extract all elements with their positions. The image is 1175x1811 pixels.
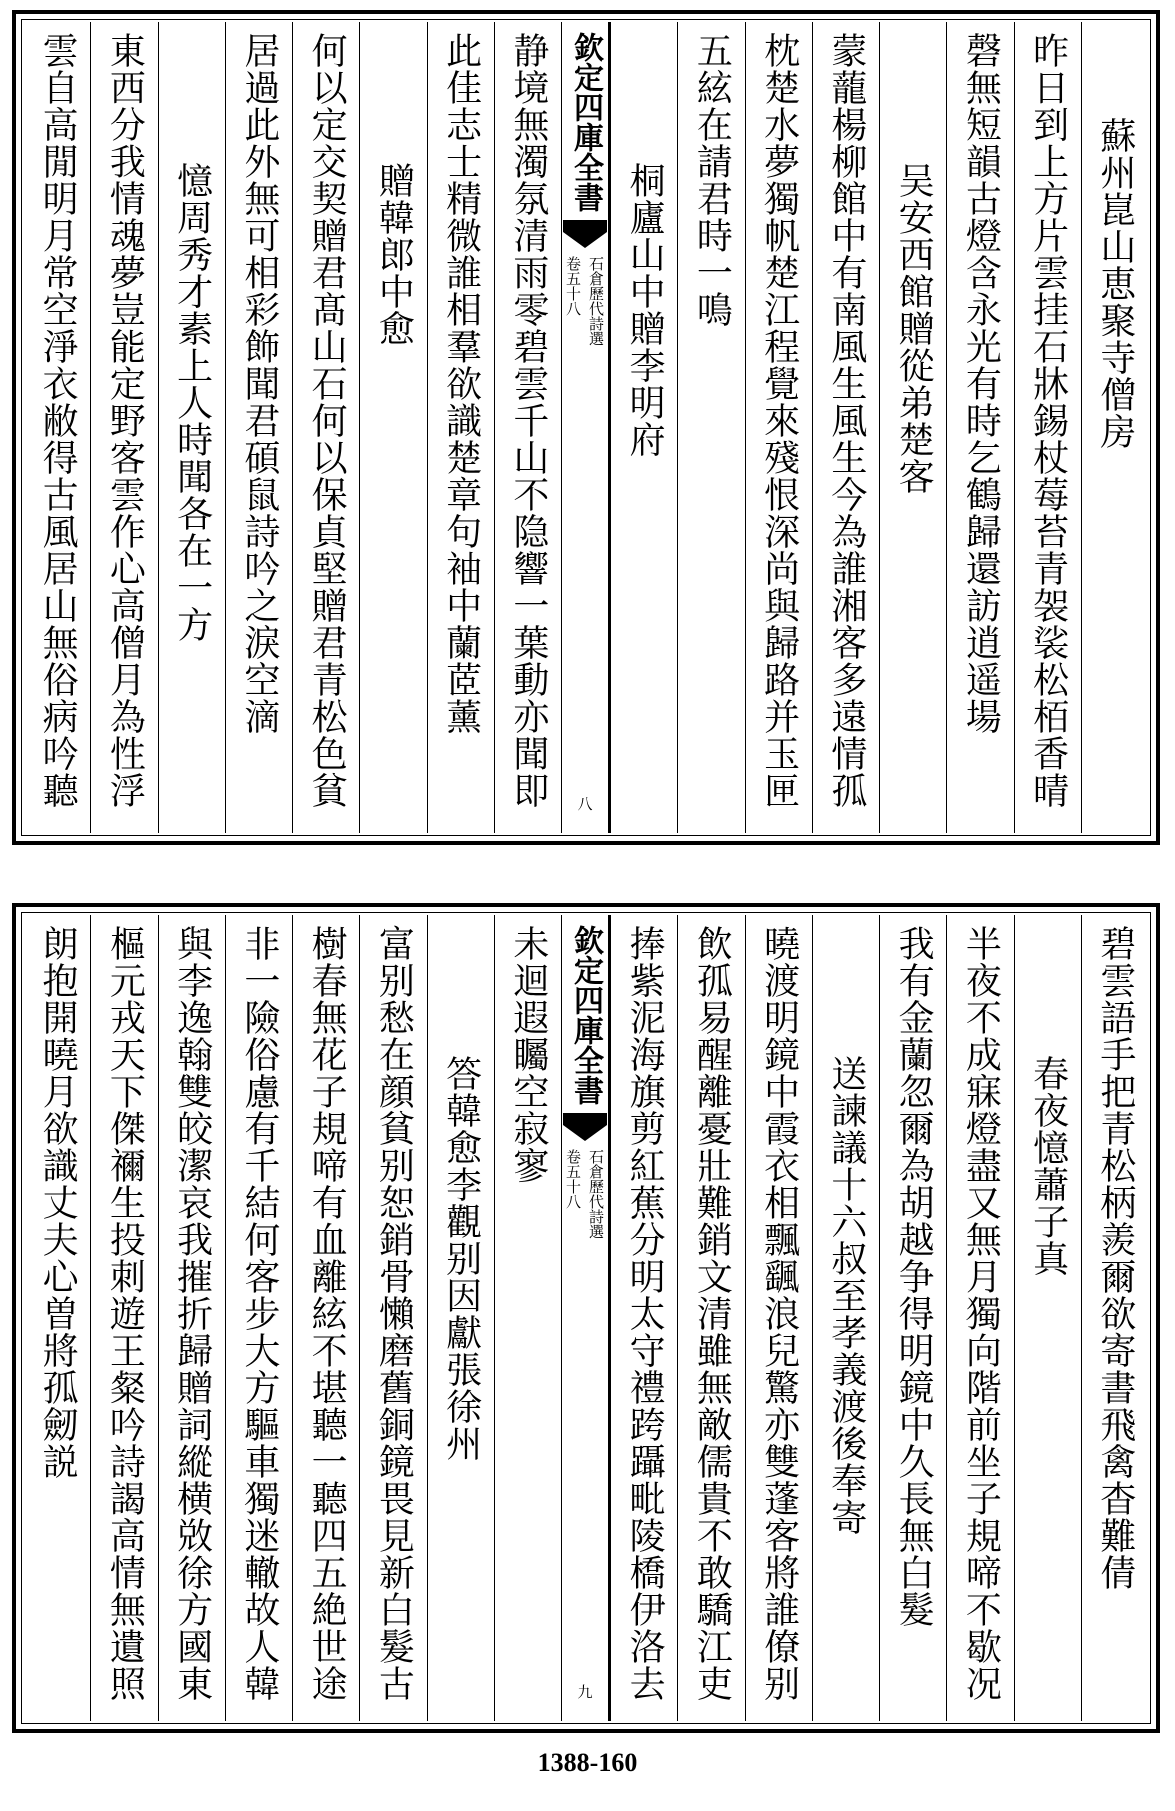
book-title: 石倉歷代詩選 bbox=[587, 256, 605, 346]
text-column bbox=[292, 22, 359, 833]
center-spine bbox=[561, 915, 610, 1721]
text-column bbox=[494, 22, 561, 833]
text-column bbox=[946, 915, 1013, 1721]
column-text: 五絃在請君時一鳴 bbox=[691, 32, 733, 328]
page-footer-number: 1388-160 bbox=[537, 1748, 638, 1777]
series-title: 欽定四庫全書 bbox=[568, 32, 603, 212]
column-text: 贈韓郎中愈 bbox=[373, 162, 415, 347]
text-column bbox=[812, 915, 879, 1721]
column-text: 與李逸翰雙皎潔哀我摧折歸贈詞縱横敚徐方國東 bbox=[171, 925, 213, 1702]
lower-columns bbox=[24, 915, 1148, 1721]
book-title: 石倉歷代詩選 bbox=[587, 1149, 605, 1239]
column-text: 憶周秀才素上人時聞各在一方 bbox=[171, 162, 213, 643]
upper-columns bbox=[24, 22, 1148, 833]
text-column bbox=[427, 22, 494, 833]
text-column bbox=[879, 915, 946, 1721]
spine-subtitle bbox=[563, 256, 607, 346]
text-column bbox=[1081, 22, 1148, 833]
column-text: 未迴遐矚空寂寥 bbox=[507, 925, 549, 1184]
column-text: 吴安西館贈從弟楚客 bbox=[893, 162, 935, 495]
text-column bbox=[812, 22, 879, 833]
fishtail-mark-icon bbox=[563, 220, 607, 250]
text-column bbox=[427, 915, 494, 1721]
column-text: 何以定交契贈君髙山石何以保貞堅贈君青松色貧 bbox=[306, 32, 348, 809]
column-text: 曉渡明鏡中霞衣相飄颻浪兒驚亦雙蓬客將誰僚别 bbox=[758, 925, 800, 1702]
text-column bbox=[610, 915, 677, 1721]
text-column bbox=[24, 915, 90, 1721]
column-text: 蘇州崑山恵聚寺僧房 bbox=[1094, 117, 1136, 450]
volume-label: 卷五十八 bbox=[564, 256, 582, 316]
column-text: 朗抱開曉月欲識丈夫心曽將孤劒説 bbox=[37, 925, 79, 1480]
spine-subtitle bbox=[563, 1149, 607, 1239]
column-text: 此佳志士精微誰相羣欲識楚章句袖中蘭茝薰 bbox=[440, 32, 482, 735]
column-text: 半夜不成寐燈盡又無月獨向階前坐子規啼不歇况 bbox=[960, 925, 1002, 1702]
text-column bbox=[494, 915, 561, 1721]
text-column bbox=[158, 22, 225, 833]
upper-page bbox=[12, 10, 1160, 845]
text-column bbox=[610, 22, 677, 833]
column-text: 富别愁在顔貧别恕銷骨懶磨舊銅鏡畏見新白髮古 bbox=[373, 925, 415, 1702]
column-text: 昨日到上方片雲挂石牀錫杖莓苔青袈裟松栢香晴 bbox=[1027, 32, 1069, 809]
text-column bbox=[745, 22, 812, 833]
column-text: 碧雲語手把青松柄羨爾欲寄書飛禽杳難倩 bbox=[1094, 925, 1136, 1591]
column-text: 磬無短韻古燈含永光有時乞鶴歸還訪逍遥場 bbox=[960, 32, 1002, 735]
column-text: 静境無濁氛清雨零碧雲千山不隐響一葉動亦聞即 bbox=[507, 32, 549, 809]
text-column bbox=[677, 22, 744, 833]
text-column bbox=[946, 22, 1013, 833]
text-column bbox=[292, 915, 359, 1721]
column-text: 東西分我情魂夢豈能定野客雲作心高僧月為性浮 bbox=[104, 32, 146, 809]
text-column bbox=[225, 22, 292, 833]
lower-page bbox=[12, 903, 1160, 1733]
volume-label: 卷五十八 bbox=[564, 1149, 582, 1209]
series-title: 欽定四庫全書 bbox=[568, 925, 603, 1105]
column-text: 我有金蘭忽爾為胡越争得明鏡中久長無白髮 bbox=[893, 925, 935, 1628]
text-column bbox=[1081, 915, 1148, 1721]
text-column bbox=[359, 22, 426, 833]
text-column bbox=[1014, 915, 1081, 1721]
fishtail-mark-icon bbox=[563, 1113, 607, 1143]
column-text: 送諫議十六叔至孝義渡後奉寄 bbox=[825, 1055, 867, 1536]
text-column bbox=[90, 915, 157, 1721]
column-text: 枕楚水夢獨帆楚江程覺來殘恨深尚與歸路并玉匣 bbox=[758, 32, 800, 809]
column-text: 答韓愈李觀别因獻張徐州 bbox=[440, 1055, 482, 1462]
leaf-number: 八 bbox=[575, 796, 594, 811]
column-text: 樞元戎天下傑禰生投刺遊王粲吟詩謁高情無遺照 bbox=[104, 925, 146, 1702]
text-column bbox=[677, 915, 744, 1721]
column-text: 捧紫泥海旗剪紅蕉分明太守禮跨躡毗陵橋伊洛去 bbox=[624, 925, 666, 1702]
column-text: 飲孤易醒離憂壯難銷文清雖無敵儒貴不敢驕江吏 bbox=[691, 925, 733, 1702]
column-text: 雲自高閒明月常空淨衣敝得古風居山無俗病吟聽 bbox=[37, 32, 79, 809]
text-column bbox=[359, 915, 426, 1721]
text-column bbox=[90, 22, 157, 833]
text-column bbox=[225, 915, 292, 1721]
center-spine bbox=[561, 22, 610, 833]
text-column bbox=[745, 915, 812, 1721]
text-column bbox=[158, 915, 225, 1721]
text-column bbox=[24, 22, 90, 833]
column-text: 居過此外無可相彩飾聞君碩鼠詩吟之淚空滴 bbox=[238, 32, 280, 735]
text-column bbox=[879, 22, 946, 833]
text-column bbox=[1014, 22, 1081, 833]
column-text: 蒙蘢楊柳館中有南風生風生今為誰湘客多遠情孤 bbox=[825, 32, 867, 809]
column-text: 非一險俗慮有千結何客步大方驅車獨迷轍故人韓 bbox=[238, 925, 280, 1702]
column-text: 桐廬山中贈李明府 bbox=[624, 162, 666, 458]
leaf-number: 九 bbox=[575, 1684, 594, 1699]
column-text: 樹春無花子規啼有血離絃不堪聽一聽四五絶世途 bbox=[306, 925, 348, 1702]
column-text: 春夜憶蕭子真 bbox=[1027, 1055, 1069, 1277]
